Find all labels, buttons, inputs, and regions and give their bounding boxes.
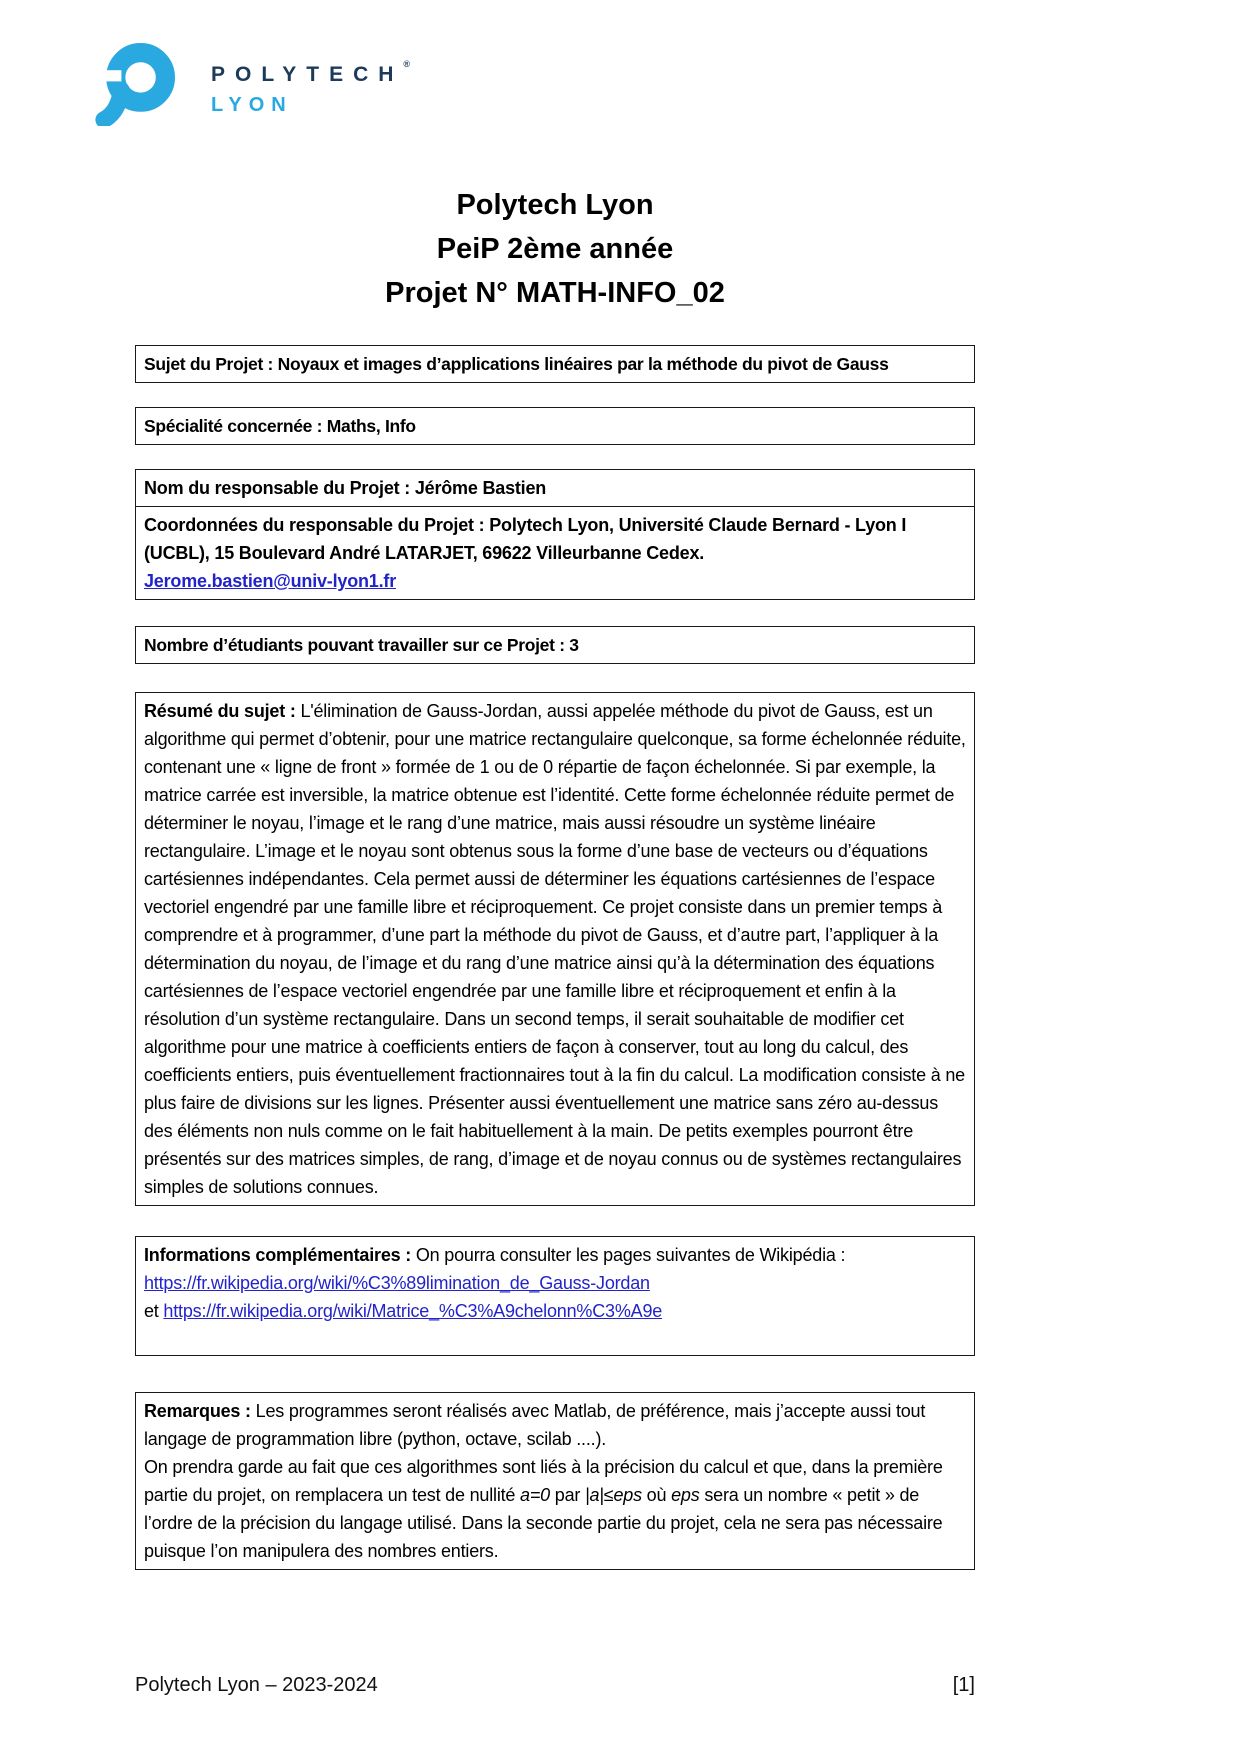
remarques-label: Remarques :: [144, 1401, 251, 1421]
informations-intro-line: [144, 1241, 966, 1269]
responsable-coordonnees-row: [144, 511, 966, 595]
nombre-etudiants-box: [135, 626, 975, 664]
resume-body: L'élimination de Gauss-Jordan, aussi appelée méthode du pivot de Gauss, est un algorithme qui permet d’obtenir, pour une matrice rectangulaire quelconque, sa forme échelonnée réduite, contenant une « ligne de front » formée de 1 ou de 0 répartie de façon échelonnée. Si par exemple, la matrice carrée est inversible, la matrice obtenue est l’identité. Cette forme échelonnée réduite permet de déterminer le noyau, l’image et le rang d’une matrice, mais aussi résoudre un système linéaire rectangulaire. L’image et le noyau sont obtenus sous la forme d’une base de vecteurs ou d’équations cartésiennes indépendantes. Cela permet aussi de déterminer les équations cartésiennes de l’espace vectoriel engendré par une famille libre et réciproquement. Ce projet consiste dans un premier temps à comprendre et à programmer, d’une part la méthode du pivot de Gauss, et d’autre part, l’appliquer à la détermination du noyau, de l’image et du rang d’une matrice ainsi qu’à la détermination des équations cartésiennes de l’espace vectoriel engendrée par une famille libre et réciproquement et enfin à la résolution d’un système rectangulaire. Dans un second temps, il serait souhaitable de modifier cet algorithme pour une matrice à coefficients entiers de façon à conserver, tout au long du calcul, des coefficients entiers, puis éventuellement fractionnaires tout à la fin du calcul. La modification consiste à ne plus faire de divisions sur les lignes. Présenter aussi éventuellement une matrice sans zéro au-dessus des éléments non nuls comme on le fait habituellement à la main. De petits exemples pourront être présentés sur des matrices simples, de rang, d’image et de noyau connus ou de systèmes rectangulaires simples de solutions connues.: [144, 701, 966, 1197]
remarques-paragraph-2: [144, 1453, 966, 1565]
logo-brand-text: [211, 59, 410, 87]
sujet-du-projet-text: Sujet du Projet : Noyaux et images d’applications linéaires par la méthode du pivot de Gauss: [144, 354, 889, 374]
remarques-math-a-equals-0: a=0: [520, 1485, 550, 1505]
remarques-math-abs-a-leq-eps: |a|≤eps: [585, 1485, 642, 1505]
logo-text: [211, 49, 410, 117]
remarques-box: [135, 1392, 975, 1570]
resume-box: [135, 692, 975, 1206]
registered-mark: ®: [403, 59, 411, 69]
polytech-logo: [95, 40, 410, 126]
responsable-email-link[interactable]: Jerome.bastien@univ-lyon1.fr: [144, 571, 397, 591]
document-title: [135, 183, 975, 315]
resume-label: Résumé du sujet :: [144, 701, 296, 721]
specialite-box: [135, 407, 975, 445]
informations-intro-text: On pourra consulter les pages suivantes de Wikipédia :: [411, 1245, 846, 1265]
responsable-box: [135, 469, 975, 600]
remarques-seg-2: par: [549, 1485, 585, 1505]
resume-paragraph: [144, 697, 966, 1201]
sujet-du-projet-box: [135, 345, 975, 383]
responsable-coordonnees-text: Coordonnées du responsable du Projet : Polytech Lyon, Université Claude Bernard - Lyon I (UCBL), 15 Boulevard André LATARJET, 69622 Villeurbanne Cedex.: [144, 515, 907, 563]
logo-city-text: LYON: [211, 94, 293, 116]
wiki-link-2-prefix: et: [144, 1301, 164, 1321]
page-footer: [135, 1674, 975, 1697]
remarques-paragraph-1: [144, 1397, 966, 1453]
page-number: [1]: [952, 1674, 975, 1696]
nombre-etudiants-text: Nombre d’étudiants pouvant travailler sur ce Projet : 3: [144, 635, 579, 655]
title-line-1: Polytech Lyon: [456, 189, 654, 221]
remarques-seg-4: où: [641, 1485, 672, 1505]
remarques-seg-0: On prendra garde au fait que ces algorithmes sont liés à la précision du calcul et que, dans la première partie du projet, on remplacera un test de nullité: [144, 1457, 943, 1505]
informations-box: [135, 1236, 975, 1356]
remarques-paragraph-1-text: Les programmes seront réalisés avec Matlab, de préférence, mais j’accepte aussi tout langage de programmation libre (python, octave, scilab ....).: [144, 1401, 926, 1449]
wiki-link-2[interactable]: https://fr.wikipedia.org/wiki/Matrice_%C3%A9chelonn%C3%A9e: [163, 1301, 663, 1321]
footer-school-year: Polytech Lyon – 2023-2024: [135, 1674, 378, 1696]
logo-brand-label: POLYTECH: [211, 63, 404, 86]
title-line-3: Projet N° MATH-INFO_02: [385, 277, 725, 309]
remarques-seg-6: sera un nombre « petit » de l’ordre de la précision du langage utilisé. Dans la seconde partie du projet, cela ne sera pas nécessaire puisque l’on manipulera des nombres entiers.: [144, 1485, 943, 1561]
responsable-nom-text: Nom du responsable du Projet : Jérôme Bastien: [144, 478, 547, 498]
remarques-math-eps: eps: [671, 1485, 700, 1505]
wiki-link-1[interactable]: https://fr.wikipedia.org/wiki/%C3%89limination_de_Gauss-Jordan: [144, 1273, 650, 1293]
content-column: [135, 345, 975, 1570]
responsable-nom-row: [136, 470, 974, 507]
wiki-link-1-line: [144, 1269, 966, 1297]
wiki-link-2-line: [144, 1297, 966, 1325]
informations-label: Informations complémentaires :: [144, 1245, 412, 1265]
title-line-2: PeiP 2ème année: [436, 233, 674, 265]
specialite-text: Spécialité concernée : Maths, Info: [144, 416, 416, 436]
polytech-logo-icon: [95, 40, 175, 126]
